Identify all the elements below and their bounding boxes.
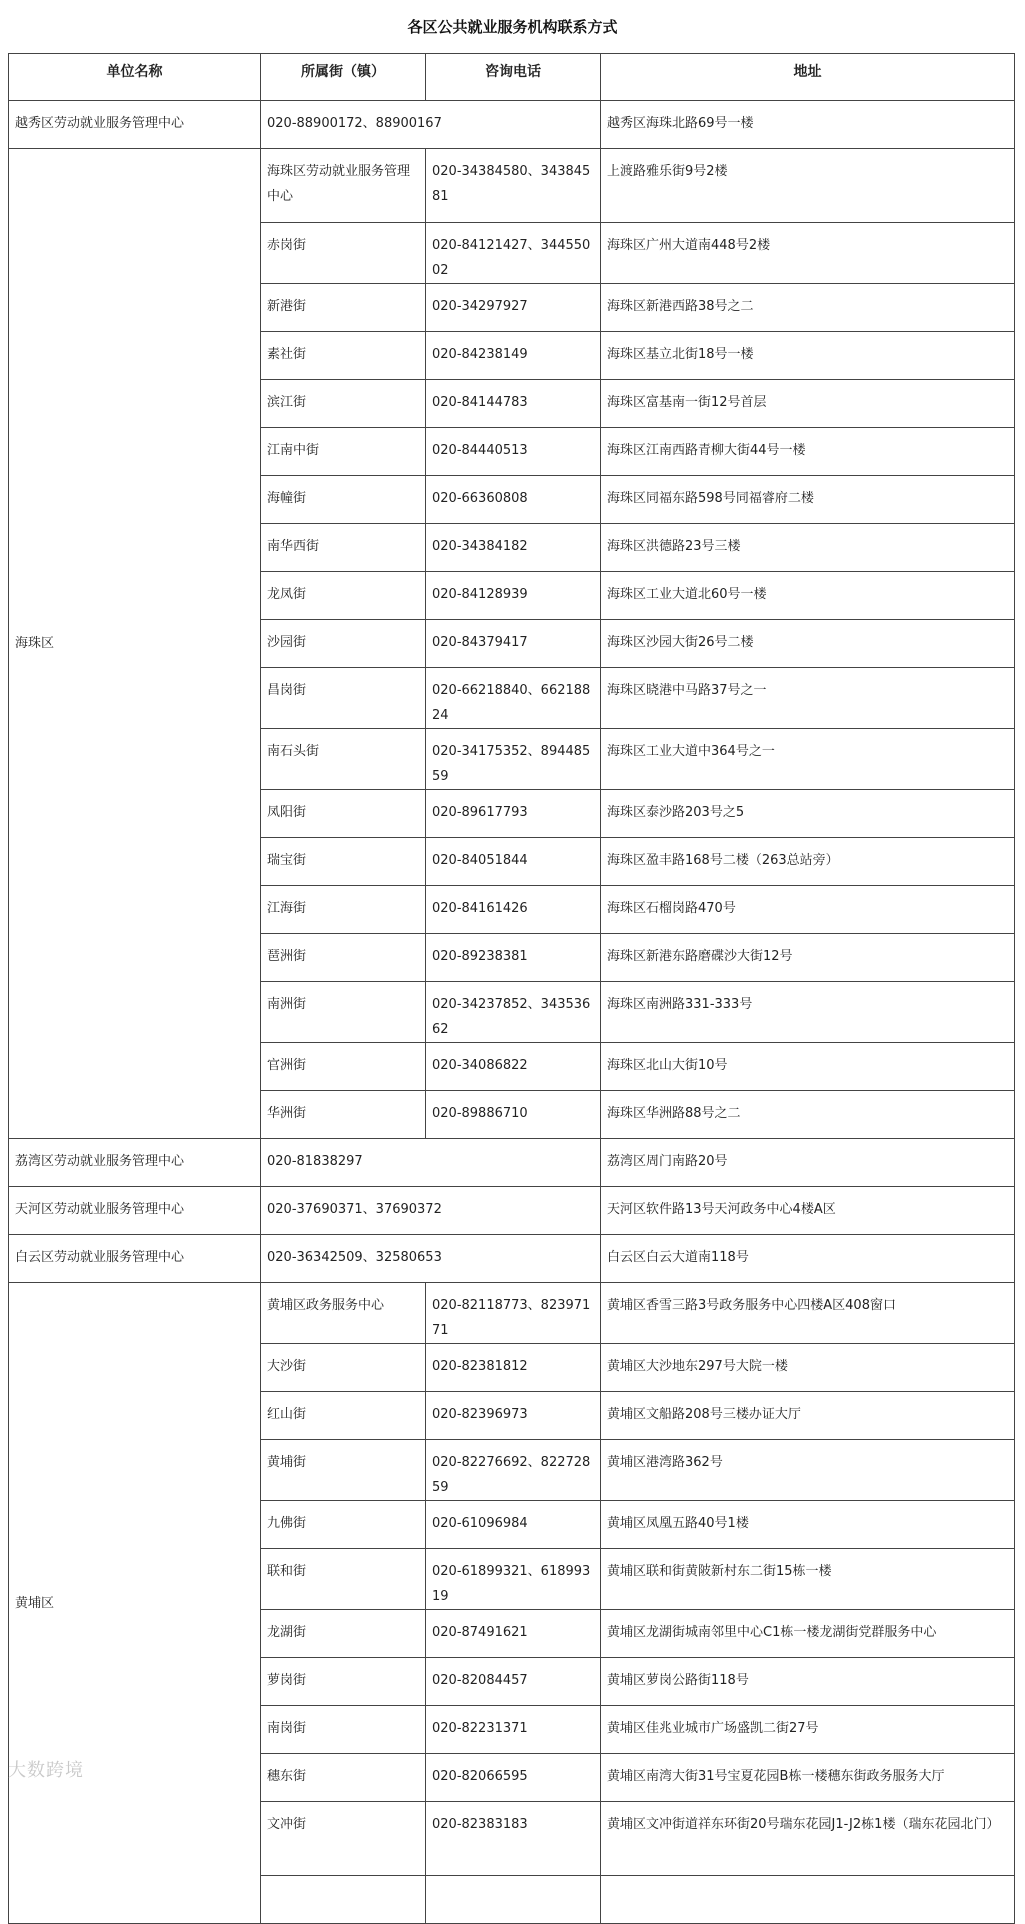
phone-cell: 020-84238149 (426, 332, 601, 380)
address-cell: 海珠区广州大道南448号2楼 (601, 223, 1015, 284)
address-cell: 海珠区沙园大街26号二楼 (601, 620, 1015, 668)
table-row (9, 1139, 1015, 1187)
street-cell: 红山街 (261, 1392, 426, 1440)
address-cell: 黄埔区大沙地东297号大院一楼 (601, 1344, 1015, 1392)
street-cell: 黄埔街 (261, 1440, 426, 1501)
phone-cell: 020-34086822 (426, 1043, 601, 1091)
street-cell: 新港街 (261, 284, 426, 332)
phone-cell: 020-88900172、88900167 (261, 101, 601, 149)
street-cell: 海幢街 (261, 476, 426, 524)
address-cell: 越秀区海珠北路69号一楼 (601, 101, 1015, 149)
unit-cell: 海珠区 (9, 149, 261, 1139)
street-cell: 琶洲街 (261, 934, 426, 982)
phone-cell: 020-34175352、89448559 (426, 729, 601, 790)
phone-cell: 020-81838297 (261, 1139, 601, 1187)
phone-cell: 020-84051844 (426, 838, 601, 886)
address-cell: 海珠区洪德路23号三楼 (601, 524, 1015, 572)
unit-cell: 白云区劳动就业服务管理中心 (9, 1235, 261, 1283)
street-cell: 大沙街 (261, 1344, 426, 1392)
phone-cell: 020-84121427、34455002 (426, 223, 601, 284)
street-cell: 萝岗街 (261, 1658, 426, 1706)
table-row (9, 1235, 1015, 1283)
phone-cell: 020-82381812 (426, 1344, 601, 1392)
address-cell: 黄埔区港湾路362号 (601, 1440, 1015, 1501)
phone-cell: 020-82118773、82397171 (426, 1283, 601, 1344)
address-cell: 海珠区新港西路38号之二 (601, 284, 1015, 332)
phone-cell: 020-84128939 (426, 572, 601, 620)
address-cell: 黄埔区文船路208号三楼办证大厅 (601, 1392, 1015, 1440)
address-cell: 海珠区北山大街10号 (601, 1043, 1015, 1091)
street-cell: 联和街 (261, 1549, 426, 1610)
address-cell: 黄埔区联和街黄陂新村东二街15栋一楼 (601, 1549, 1015, 1610)
contact-table (8, 53, 1015, 1924)
street-cell: 滨江街 (261, 380, 426, 428)
unit-cell: 越秀区劳动就业服务管理中心 (9, 101, 261, 149)
address-cell: 海珠区同福东路598号同福睿府二楼 (601, 476, 1015, 524)
address-cell: 海珠区基立北街18号一楼 (601, 332, 1015, 380)
phone-cell: 020-89238381 (426, 934, 601, 982)
address-cell: 黄埔区文冲街道祥东环街20号瑞东花园J1-J2栋1楼（瑞东花园北门） (601, 1802, 1015, 1876)
unit-cell: 天河区劳动就业服务管理中心 (9, 1187, 261, 1235)
street-cell: 海珠区劳动就业服务管理中心 (261, 149, 426, 223)
address-cell: 黄埔区凤凰五路40号1楼 (601, 1501, 1015, 1549)
address-cell: 天河区软件路13号天河政务中心4楼A区 (601, 1187, 1015, 1235)
phone-cell: 020-82066595 (426, 1754, 601, 1802)
street-cell: 黄埔区政务服务中心 (261, 1283, 426, 1344)
street-cell: 官洲街 (261, 1043, 426, 1091)
street-cell: 凤阳街 (261, 790, 426, 838)
table-row (9, 101, 1015, 149)
phone-cell: 020-34237852、34353662 (426, 982, 601, 1043)
phone-cell: 020-89886710 (426, 1091, 601, 1139)
unit-cell: 荔湾区劳动就业服务管理中心 (9, 1139, 261, 1187)
phone-cell: 020-34384182 (426, 524, 601, 572)
address-cell: 海珠区新港东路磨碟沙大街12号 (601, 934, 1015, 982)
street-cell: 赤岗街 (261, 223, 426, 284)
table-row (9, 1187, 1015, 1235)
phone-cell: 020-84440513 (426, 428, 601, 476)
phone-cell: 020-61096984 (426, 1501, 601, 1549)
street-cell: 江海街 (261, 886, 426, 934)
address-cell: 海珠区盈丰路168号二楼（263总站旁） (601, 838, 1015, 886)
phone-cell (426, 1876, 601, 1924)
street-cell: 华洲街 (261, 1091, 426, 1139)
street-cell: 龙凤街 (261, 572, 426, 620)
address-cell: 海珠区晓港中马路37号之一 (601, 668, 1015, 729)
address-cell: 海珠区工业大道北60号一楼 (601, 572, 1015, 620)
phone-cell: 020-82396973 (426, 1392, 601, 1440)
street-cell: 南石头街 (261, 729, 426, 790)
watermark: 大数跨境 (8, 1760, 84, 1781)
address-cell: 海珠区华洲路88号之二 (601, 1091, 1015, 1139)
address-cell: 海珠区南洲路331-333号 (601, 982, 1015, 1043)
phone-cell: 020-82231371 (426, 1706, 601, 1754)
phone-cell: 020-66360808 (426, 476, 601, 524)
phone-cell: 020-34297927 (426, 284, 601, 332)
address-cell: 海珠区石榴岗路470号 (601, 886, 1015, 934)
address-cell: 海珠区富基南一街12号首层 (601, 380, 1015, 428)
street-cell: 穗东街 (261, 1754, 426, 1802)
table-row (9, 1283, 1015, 1344)
phone-cell: 020-87491621 (426, 1610, 601, 1658)
phone-cell: 020-82276692、82272859 (426, 1440, 601, 1501)
street-cell: 瑞宝街 (261, 838, 426, 886)
unit-cell: 黄埔区 (9, 1283, 261, 1924)
phone-cell: 020-89617793 (426, 790, 601, 838)
header-street: 所属街（镇） (261, 54, 426, 101)
address-cell: 黄埔区香雪三路3号政务服务中心四楼A区408窗口 (601, 1283, 1015, 1344)
address-cell: 黄埔区龙湖街城南邻里中心C1栋一楼龙湖街党群服务中心 (601, 1610, 1015, 1658)
table-header-row (9, 54, 1015, 101)
phone-cell: 020-82383183 (426, 1802, 601, 1876)
address-cell: 黄埔区南湾大街31号宝夏花园B栋一楼穗东街政务服务大厅 (601, 1754, 1015, 1802)
address-cell: 黄埔区佳兆业城市广场盛凯二街27号 (601, 1706, 1015, 1754)
phone-cell: 020-84161426 (426, 886, 601, 934)
address-cell: 海珠区工业大道中364号之一 (601, 729, 1015, 790)
street-cell: 江南中街 (261, 428, 426, 476)
address-cell: 白云区白云大道南118号 (601, 1235, 1015, 1283)
street-cell: 昌岗街 (261, 668, 426, 729)
phone-cell: 020-36342509、32580653 (261, 1235, 601, 1283)
address-cell: 上渡路雅乐街9号2楼 (601, 149, 1015, 223)
street-cell: 文冲街 (261, 1802, 426, 1876)
phone-cell: 020-82084457 (426, 1658, 601, 1706)
phone-cell: 020-37690371、37690372 (261, 1187, 601, 1235)
street-cell: 九佛街 (261, 1501, 426, 1549)
street-cell: 素社街 (261, 332, 426, 380)
phone-cell: 020-61899321、61899319 (426, 1549, 601, 1610)
phone-cell: 020-84144783 (426, 380, 601, 428)
phone-cell: 020-84379417 (426, 620, 601, 668)
street-cell: 南岗街 (261, 1706, 426, 1754)
table-row (9, 149, 1015, 223)
header-phone: 咨询电话 (426, 54, 601, 101)
address-cell: 海珠区江南西路青柳大街44号一楼 (601, 428, 1015, 476)
phone-cell: 020-66218840、66218824 (426, 668, 601, 729)
street-cell: 沙园街 (261, 620, 426, 668)
page-title: 各区公共就业服务机构联系方式 (407, 18, 618, 36)
street-cell: 南洲街 (261, 982, 426, 1043)
street-cell: 南华西街 (261, 524, 426, 572)
phone-cell: 020-34384580、34384581 (426, 149, 601, 223)
street-cell (261, 1876, 426, 1924)
street-cell: 龙湖街 (261, 1610, 426, 1658)
header-address: 地址 (601, 54, 1015, 101)
address-cell: 黄埔区萝岗公路街118号 (601, 1658, 1015, 1706)
address-cell: 荔湾区周门南路20号 (601, 1139, 1015, 1187)
header-unit: 单位名称 (9, 54, 261, 101)
address-cell: 海珠区泰沙路203号之5 (601, 790, 1015, 838)
address-cell (601, 1876, 1015, 1924)
